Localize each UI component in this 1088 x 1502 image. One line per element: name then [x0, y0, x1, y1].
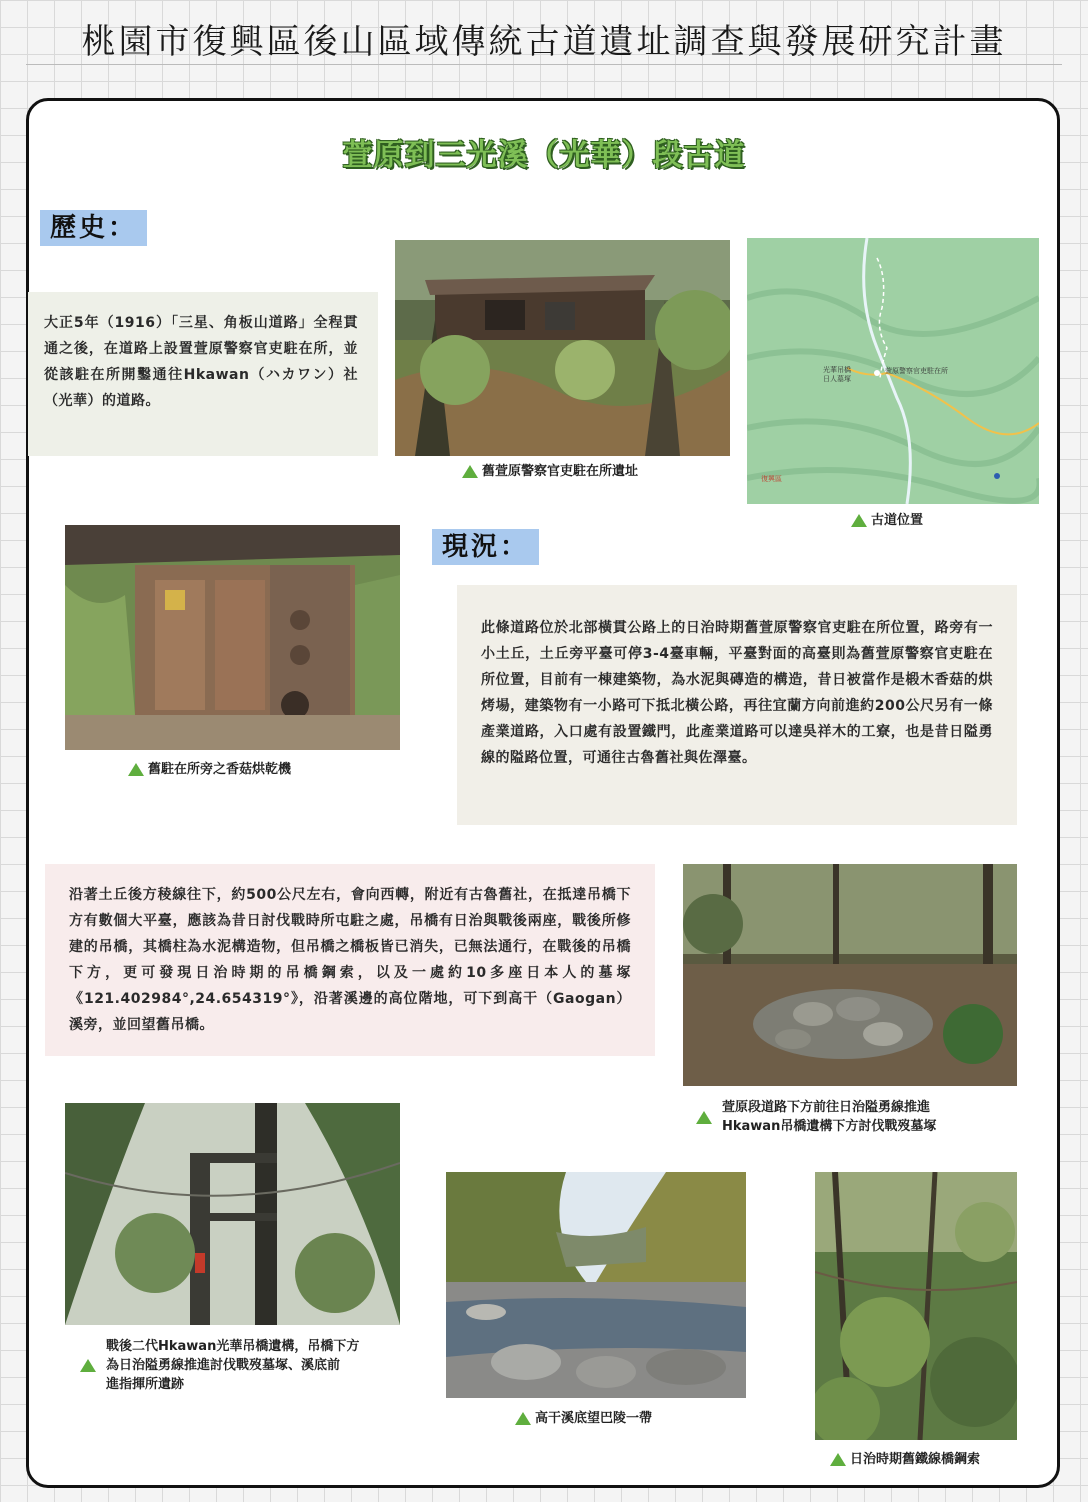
- bridge-caption-line3: 進指揮所遺跡: [106, 1377, 185, 1392]
- map-label-bridge: 光華吊橋 日人墓塚: [823, 366, 851, 383]
- river-photo: [446, 1172, 746, 1398]
- triangle-icon: [128, 763, 144, 776]
- triangle-icon: [515, 1412, 531, 1425]
- cable-photo: [815, 1172, 1017, 1440]
- triangle-icon: [462, 465, 478, 478]
- bridge-photo: [65, 1103, 400, 1325]
- river-caption-text: 高干溪底望巴陵一帶: [535, 1411, 653, 1426]
- current-text: 此條道路位於北部橫貫公路上的日治時期舊萱原警察官吏駐在所位置，路旁有一小土丘，土丘旁平臺可停3-4臺車輛，平臺對面的高臺則為舊萱原警察官吏駐在所位置，目前有一棟建築物，為水泥與磚造的構造，昔日被當作是椴木香菇的烘烤場，建築物有一小路可下抵北橫公路，再往宜蘭方向前進約200公尺另有一條產業道路，入口處有設置鐵門，此產業道路可以達吳祥木的工寮，也是昔日隘勇線的隘路位置，可通往古魯舊社與佐澤臺。: [457, 585, 1017, 825]
- history-text: 大正5年（1916）「三星、角板山道路」全程貫通之後，在道路上設置萱原警察官吏駐在所，並從該駐在所開鑿通往Hkawan（ハカワン）社（光華）的道路。: [28, 292, 378, 456]
- map-label-station: 萱原警察官吏駐在所: [885, 367, 948, 375]
- dryer-caption: [128, 760, 291, 779]
- ruins-caption: [462, 462, 638, 481]
- bridge-caption: [80, 1337, 359, 1394]
- page-title: 桃園市復興區後山區域傳統古道遺址調查與發展研究計畫: [81, 22, 1007, 62]
- route-text: 沿著土丘後方稜線往下，約500公尺左右，會向西轉，附近有古魯舊社，在抵達吊橋下方有數個大平臺，應該為昔日討伐戰時所屯駐之處，吊橋有日治與戰後兩座，戰後所修建的吊橋，其橋柱為水泥構造物，但吊橋之橋板皆已消失，已無法通行，在戰後的吊橋下方，更可發現日治時期的吊橋鋼索，以及一處約10多座日本人的墓塚《121.402984°,24.654319°》，沿著溪邊的高位階地，可下到高干（Gaogan）溪旁，並回望舊吊橋。: [45, 864, 655, 1056]
- triangle-icon: [851, 514, 867, 527]
- ruins-caption-text: 舊萱原警察官吏駐在所遺址: [482, 464, 639, 479]
- history-heading: 歷史：: [40, 210, 147, 246]
- tombs-caption-line1: 萱原段道路下方前往日治隘勇線推進: [722, 1100, 931, 1115]
- cable-caption: [830, 1450, 980, 1469]
- tombs-photo: [683, 864, 1017, 1086]
- title-divider: [26, 64, 1062, 65]
- dryer-caption-text: 舊駐在所旁之香菇烘乾機: [148, 762, 292, 777]
- triangle-icon: [830, 1453, 846, 1466]
- cable-caption-text: 日治時期舊鐵線橋鋼索: [850, 1452, 981, 1467]
- current-heading: 現況：: [432, 529, 539, 565]
- triangle-icon: [696, 1111, 712, 1124]
- bridge-caption-line1: 戰後二代Hkawan光華吊橋遺構，吊橋下方: [106, 1339, 360, 1354]
- ruins-photo: [395, 240, 730, 456]
- river-caption: [515, 1409, 652, 1428]
- route-map: [747, 238, 1039, 504]
- map-caption: [851, 511, 923, 530]
- tombs-caption-line2: Hkawan吊橋遺構下方討伐戰歿墓塚: [722, 1119, 937, 1134]
- dryer-photo: [65, 525, 400, 750]
- map-caption-text: 古道位置: [871, 513, 924, 528]
- bridge-caption-line2: 為日治隘勇線推進討伐戰歿墓塚、溪底前: [106, 1358, 341, 1373]
- section-title: 萱原到三光溪（光華）段古道: [342, 138, 746, 173]
- map-label-town: 復興區: [761, 475, 782, 483]
- tombs-caption: [696, 1098, 936, 1136]
- triangle-icon: [80, 1359, 96, 1372]
